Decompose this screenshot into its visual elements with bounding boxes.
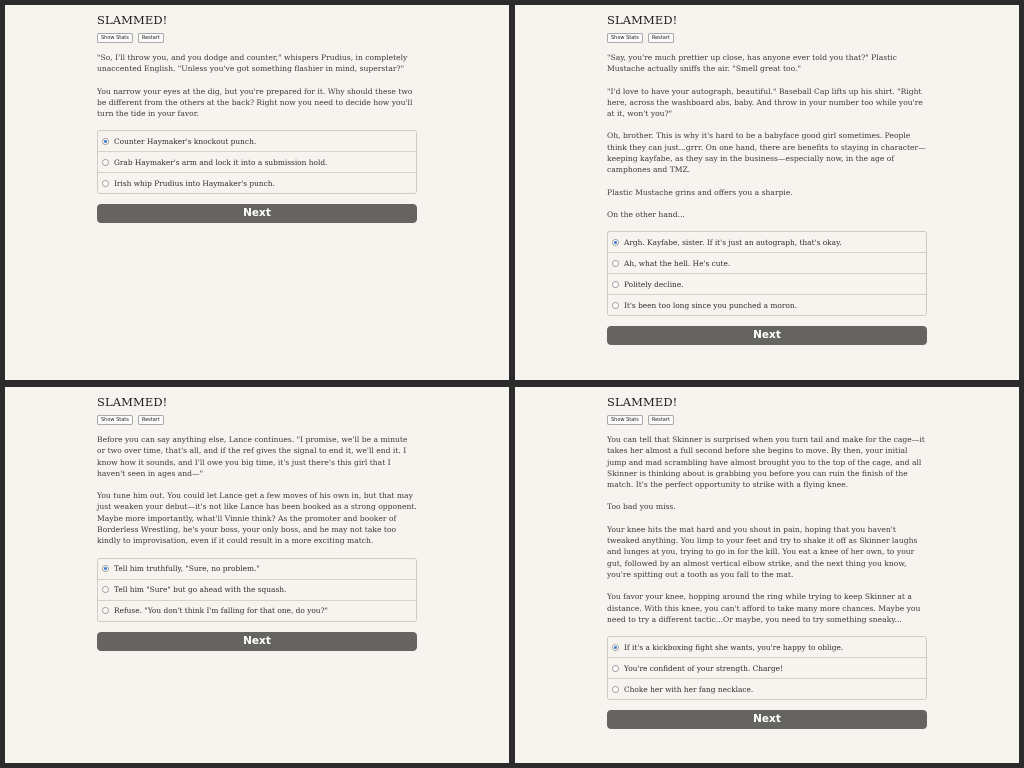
choice-label: Counter Haymaker's knockout punch. [114,136,257,146]
choice-option[interactable] [608,678,926,699]
choice-option[interactable] [608,294,926,315]
page-content [607,13,927,345]
choice-label: Politely decline. [624,279,684,289]
story-paragraph: You favor your knee, hopping around the ring while trying to keep Skinner at a distance. With this knee, you can't afford to take many more chances. Maybe you need to try a different tactic...Or maybe, you need to try something sneaky... [607,592,921,624]
choice-label: It's been too long since you punched a moron. [624,300,797,310]
choice-option[interactable] [98,172,416,193]
radio-selected[interactable] [102,138,109,145]
restart-button[interactable]: Restart [138,415,164,425]
story-text [607,52,927,220]
choice-option[interactable] [98,151,416,172]
choice-option[interactable] [608,637,926,657]
choice-option[interactable] [98,131,416,151]
next-button[interactable]: Next [607,710,927,729]
radio-unselected[interactable] [612,686,619,693]
choice-label: Tell him truthfully, "Sure, no problem." [114,564,260,574]
choice-option[interactable] [608,252,926,273]
choice-label: Argh. Kayfabe, sister. If it's just an autograph, that's okay. [624,237,842,247]
story-paragraph: You tune him out. You could let Lance get a few moves of his own in, but that may just weaken your debut—it's not like Lance has been booked as a strong opponent. Maybe more importantly, what'll Vinnie think? As the promoter and booker of Borderless Wrestling, he's your boss, your only boss, and he may not take too kindly to improvisation, even if it could result in a more exciting match. [97,491,417,546]
radio-unselected[interactable] [612,302,619,309]
header-buttons [607,415,927,425]
choice-list [97,130,417,194]
page-content [607,395,927,729]
radio-selected[interactable] [612,644,619,651]
game-panel-2 [515,5,1019,380]
choice-list [97,558,417,622]
next-button[interactable]: Next [97,632,417,651]
story-paragraph: You narrow your eyes at the dig, but you're prepared for it. Why should these two be different from the others at the back? Right now you need to decide how you'll turn the tide in your favor. [97,86,413,119]
choice-option[interactable] [98,559,416,579]
choice-label: Irish whip Prudius into Haymaker's punch. [114,178,275,188]
restart-button[interactable]: Restart [648,33,674,43]
choice-label: Ah, what the hell. He's cute. [624,258,731,268]
radio-unselected[interactable] [102,159,109,166]
game-panel-3 [5,387,509,763]
choice-option[interactable] [608,657,926,678]
page-title: SLAMMED! [607,13,678,27]
choice-label: Choke her with her fang necklace. [624,684,754,694]
story-paragraph: On the other hand... [607,209,685,219]
header-buttons [97,415,417,425]
radio-unselected[interactable] [612,260,619,267]
radio-unselected[interactable] [102,180,109,187]
header-buttons [97,33,417,43]
header-buttons [607,33,927,43]
choice-label: Refuse. "You don't think I'm falling for that one, do you?" [114,606,328,616]
story-text [97,434,417,547]
game-panel-4 [515,387,1019,763]
page-content [97,13,417,223]
radio-selected[interactable] [612,239,619,246]
show-stats-button[interactable]: Show Stats [607,33,643,43]
choice-label: If it's a kickboxing fight she wants, you're happy to oblige. [624,642,844,652]
choice-option[interactable] [98,579,416,600]
choice-label: Grab Haymaker's arm and lock it into a submission hold. [114,157,328,167]
choice-list [607,636,927,700]
choice-label: You're confident of your strength. Charge! [624,663,784,673]
show-stats-button[interactable]: Show Stats [97,415,133,425]
restart-button[interactable]: Restart [648,415,674,425]
story-text [97,52,417,119]
next-button[interactable]: Next [607,326,927,345]
choice-option[interactable] [98,600,416,621]
radio-unselected[interactable] [102,586,109,593]
show-stats-button[interactable]: Show Stats [607,415,643,425]
page-title: SLAMMED! [97,395,168,409]
story-paragraph: "So, I'll throw you, and you dodge and counter," whispers Prudius, in completely unaccented English. "Unless you've got something flashier in mind, superstar?" [97,53,408,74]
choice-list [607,231,927,316]
story-paragraph: "Say, you're much prettier up close, has anyone ever told you that?" Plastic Mustache actually sniffs the air. "Smell great too." [607,53,897,74]
story-paragraph: Your knee hits the mat hard and you shout in pain, hoping that you haven't tweaked anything. You limp to your feet and try to shake it off as Skinner laughs and lunges at you, trying to go in for the kill. You eat a knee of her own, to your gut, followed by an almost vertical elbow strike, and the next thing you know, you're spitting out a tooth as you fall to the mat. [607,524,918,579]
page-title: SLAMMED! [607,395,678,409]
radio-unselected[interactable] [612,281,619,288]
radio-selected[interactable] [102,565,109,572]
restart-button[interactable]: Restart [138,33,164,43]
choice-label: Tell him "Sure" but go ahead with the squash. [114,585,287,595]
choice-option[interactable] [608,273,926,294]
game-panel-1 [5,5,509,380]
story-paragraph: Before you can say anything else, Lance continues. "I promise, we'll be a minute or two over time, that's all, and if the ref gives the signal to end it, we'll end it. I know how it sounds, and I'll owe you big time, it's just there's this girl that I haven't seen in ages and—" [97,435,408,478]
story-paragraph: Plastic Mustache grins and offers you a sharpie. [607,187,793,197]
choice-option[interactable] [608,232,926,252]
radio-unselected[interactable] [102,607,109,614]
story-paragraph: "I'd love to have your autograph, beautiful." Baseball Cap lifts up his shirt. "Right here, across the washboard abs, baby. And throw in your number too while you're at it, won't you?" [607,86,923,119]
next-button[interactable]: Next [97,204,417,223]
radio-unselected[interactable] [612,665,619,672]
story-paragraph: Oh, brother. This is why it's hard to be a babyface good girl sometimes. People think they can just...grrr. On one hand, there are benefits to staying in character—keeping kayfabe, as they say in the business—especially now, in the age of camphones and TMZ. [607,131,926,175]
story-paragraph: Too bad you miss. [607,502,676,512]
story-text [607,434,927,625]
show-stats-button[interactable]: Show Stats [97,33,133,43]
page-content [97,395,417,651]
page-title: SLAMMED! [97,13,168,27]
story-paragraph: You can tell that Skinner is surprised when you turn tail and make for the cage—it takes her almost a full second before she begins to move. By then, your initial jump and mad scrambling have almost brought you to the top of the cage, and all Skinner is thinking about is grabbing you before you can ruin the finish of the match. It's the perfect opportunity to strike with a flying knee. [607,435,925,490]
